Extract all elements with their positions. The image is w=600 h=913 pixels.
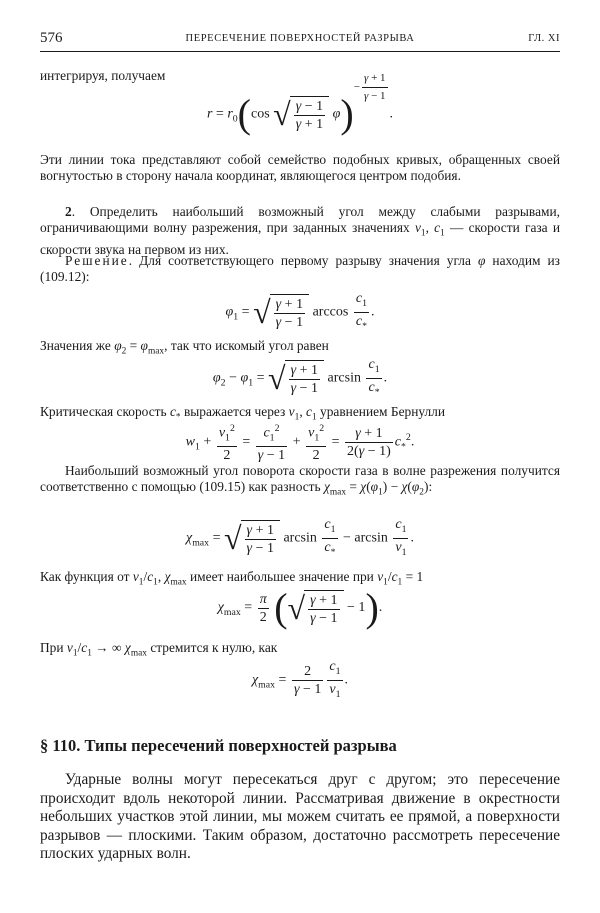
paragraph-streamlines: Эти линии тока представляют собой семейство подобных кривых, обращенных своей вогнутостью в сторону начала координат, являющегося центром подобия. xyxy=(40,152,560,184)
equation-phi1: $\varphi_1$ = √ $\frac{\gamma + 1}{\gamma - 1}$ arccos $\frac{c_1}{c_*}$ . xyxy=(225,291,375,332)
limit-text-b: стремится к нулю, как xyxy=(150,640,278,655)
equation-chi-max-largest: $\chi_{max}$ = $\frac{\pi}{2}$ (√ $\frac{\gamma + 1}{\gamma - 1}$ − 1). xyxy=(217,585,383,630)
func-text-a: Как функция от xyxy=(40,569,130,584)
equation-chi-max-limit: $\chi_{max}$ = $\frac{2}{\gamma - 1}$ $\frac{c_1}{v_1}$ . xyxy=(251,659,348,700)
paragraph-limit: При $v_1/c_1$ → ∞ $\chi_{max}$ стремится к нулю, как xyxy=(40,640,278,659)
crit-text-c: уравнением Бернулли xyxy=(320,404,446,419)
solution-word: Решение xyxy=(65,253,129,268)
solution-end: находим из (109.12): xyxy=(40,253,560,285)
phi2-text-b: , так что искомый угол равен xyxy=(164,338,329,353)
paragraph-phi2: Значения же $\varphi_2 = \varphi_{max}$, так что искомый угол равен xyxy=(40,338,329,357)
equation-chi-max: $\chi_{max}$ = √ $\frac{\gamma + 1}{\gamma - 1}$ arcsin $\frac{c_1}{c_*}$ − arcsin $\frac{c_1}{v_1}$ . xyxy=(186,517,414,558)
section-heading: § 110. Типы пересечений поверхностей разрыва xyxy=(40,736,397,755)
problem-number: 2 xyxy=(65,204,72,219)
equation-bernoulli: $w_1$ + $\frac{v_1^2}{2}$ = $\frac{c_1^2}{\gamma - 1}$ + $\frac{v_1^2}{2}$ = $\frac{\gamma + 1}{2(\gamma - 1)}$ $c_*^2$. xyxy=(0,420,600,464)
func-text-b: имеет наибольшее значение при xyxy=(189,569,374,584)
paragraph-problem: 2. Определить наибольший возможный угол между слабыми разрывами, ограничивающими волну разрежения, при заданных значениях $v_1$, $c_1$ — скорости газа и скорости звука на первом из них. xyxy=(40,204,560,258)
solution-text: . Для соответствующего первому разрыву значения угла xyxy=(128,253,471,268)
equation-streamline: $r = r_0(\cos$ √ $\frac{\gamma - 1}{\gamma + 1}$ φ)$^{- \frac{\gamma + 1}{\gamma - 1}}$ . xyxy=(206,72,394,137)
phi2-text-a: Значения же xyxy=(40,338,111,353)
paragraph-function: Как функция от $v_1/c_1$, $\chi_{max}$ имеет наибольшее значение при $v_1/c_1 = 1$ xyxy=(40,569,424,588)
problem-text: . Определить наибольший возможный угол между слабыми разрывами, ограничивающими волну разрежения, при заданных значениях xyxy=(40,204,560,236)
equation-angle-difference: $\varphi_2 - \varphi_1$ = √ $\frac{\gamma + 1}{\gamma - 1}$ arcsin $\frac{c_1}{c_*}$ . xyxy=(212,357,388,398)
crit-text-b: выражается через xyxy=(183,404,286,419)
chapter-label: ГЛ. XI xyxy=(528,33,560,44)
header-rule xyxy=(40,51,560,52)
running-title: ПЕРЕСЕЧЕНИЕ ПОВЕРХНОСТЕЙ РАЗРЫВА xyxy=(185,33,415,44)
paragraph-largest-angle: Наибольший возможный угол поворота скорости газа в волне разрежения получится соответственно с помощью (109.15) как разность $\chi_{max} = \chi(\varphi_1) - \chi(\varphi_2)$: xyxy=(40,463,560,498)
page-number: 576 xyxy=(40,30,63,46)
largest-text: Наибольший возможный угол поворота скорости газа в волне разрежения получится соответственно с помощью (109.15) как разность xyxy=(40,463,560,495)
paragraph-solution: Решение. Для соответствующего первому разрыву значения угла φ находим из (109.12): xyxy=(40,253,560,285)
section-body: Ударные волны могут пересекаться друг с другом; это пересечение происходит вдоль некоторой линии. Рассматривая движение в окрестности небольших участков этой линии, мы можем считать ее прямой, а поверхности разрывов — плоскими. Таким образом, достаточно рассмотреть пересечение плоских ударных волн. xyxy=(40,771,560,862)
problem-end: скорости газа и скорости звука на первом из них. xyxy=(40,220,560,258)
paragraph-critical-speed: Критическая скорость $c_*$ выражается через $v_1$, $c_1$ уравнением Бернулли xyxy=(40,404,446,423)
limit-text-a: При xyxy=(40,640,64,655)
crit-text-a: Критическая скорость xyxy=(40,404,167,419)
paragraph-intro: интегрируя, получаем xyxy=(40,68,166,83)
running-header xyxy=(40,30,560,50)
